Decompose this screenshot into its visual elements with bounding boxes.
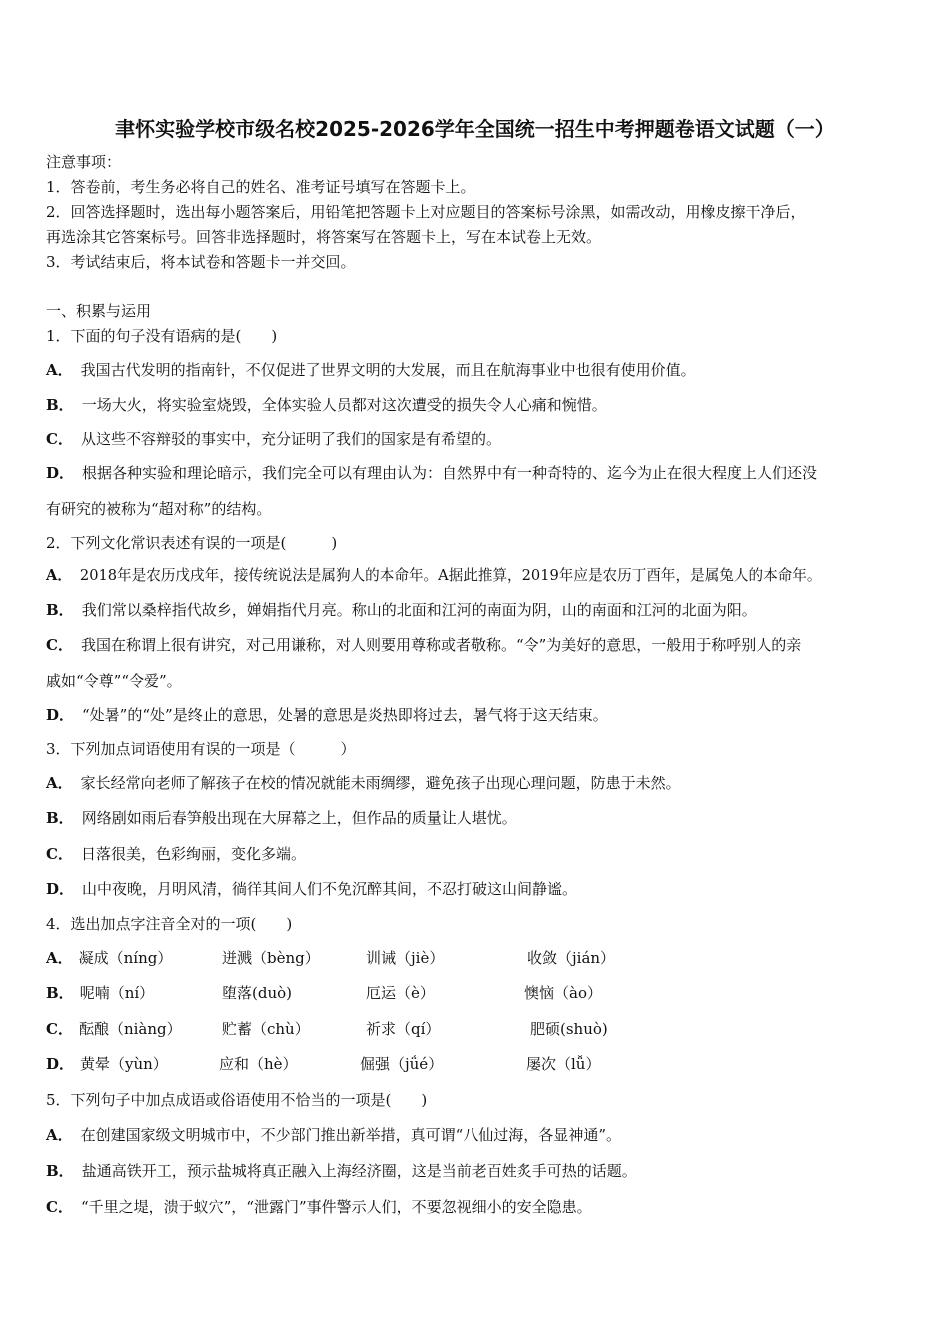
option-1d-continued: 有研究的被称为“超对称”的结构。 [46,500,272,518]
pinyin-item: 懊恼（ào） [524,984,602,1002]
pinyin-row-c [46,1019,182,1039]
option-2d [46,705,608,725]
option-2b [46,600,757,620]
option-label: D． [46,1055,75,1073]
option-text: 我们常以桑梓指代故乡，婵娟指代月亮。称山的北面和江河的南面为阴，山的南面和江河的北面为阳。 [81,601,757,619]
option-text: 家长经常向老师了解孩子在校的情况就能未雨绸缪，避免孩子出现心理问题，防患于未然。 [80,774,681,792]
option-text: 一场大火，将实验室烧毁，全体实验人员都对这次遭受的损失令人心痛和惋惜。 [81,396,607,414]
option-label: A． [46,361,73,379]
pinyin-item: 训诫（jiè） [366,949,445,967]
option-label: D． [46,706,75,724]
option-label: A． [46,774,73,792]
pinyin-item: 凝成（níng） [78,949,173,967]
pinyin-row-d [46,1054,168,1074]
section-heading: 一、积累与运用 [46,302,152,320]
option-1a [46,360,696,380]
option-text: 山中夜晚，月明风清，徜徉其间人们不免沉醉其间，不忍打破这山间静谧。 [82,880,578,898]
question-stem-2: 2．下列文化常识表述有误的一项是( ) [46,534,338,552]
pinyin-row-b [46,983,154,1003]
option-2c-continued: 戚如“令尊”“令爱”。 [46,672,182,690]
pinyin-item: 祈求（qí） [366,1020,441,1038]
question-stem-5: 5．下列句子中加点成语或俗语使用不恰当的一项是( ) [46,1091,428,1109]
option-text: 盐通高铁开工，预示盐城将真正融入上海经济圈，这是当前老百姓炙手可热的话题。 [81,1162,637,1180]
pinyin-item: 贮蓄（chù） [222,1020,310,1038]
pinyin-item: 倔强（jǘé） [360,1055,444,1073]
option-1b [46,395,607,415]
option-label: D． [46,880,75,898]
pinyin-item: 收敛（jián） [527,949,616,967]
option-text: 从这些不容辩驳的事实中，充分证明了我们的国家是有希望的。 [80,430,501,448]
option-1d [46,463,817,483]
question-stem-3: 3．下列加点词语使用有误的一项是（ ） [46,740,356,758]
pinyin-item: 屡次（lǚ） [526,1055,601,1073]
option-label: A． [46,1126,73,1144]
option-3a [46,773,681,793]
option-text: 根据各种实验和理论暗示，我们完全可以有理由认为：自然界中有一种奇特的、迄今为止在很大程度上人们还没 [82,464,818,482]
pinyin-item: 黄晕（yùn） [80,1055,168,1073]
pinyin-item: 迸溅（bèng） [222,949,320,967]
option-label: C． [46,845,73,863]
option-3d [46,879,577,899]
option-label: B． [46,601,74,619]
question-stem-1: 1．下面的句子没有语病的是( ) [46,327,278,345]
option-text: 日落很美，色彩绚丽，变化多端。 [80,845,306,863]
option-text: 我国古代发明的指南针，不仅促进了世界文明的大发展，而且在航海事业中也很有使用价值。 [80,361,696,379]
option-text: 2018年是农历戊戌年，接传统说法是属狗人的本命年。A据此推算，2019年应是农历丁酉年，是属兔人的本命年。 [79,567,822,584]
option-5b [46,1161,637,1181]
pinyin-item: 呢喃（ní） [79,984,155,1002]
option-text: 在创建国家级文明城市中，不少部门推出新举措，真可谓“八仙过海，各显神通”。 [80,1126,621,1144]
option-label: A． [46,949,73,967]
pinyin-item: 堕落(duò) [222,984,292,1002]
notice-item: 1．答卷前，考生务必将自己的姓名、准考证号填写在答题卡上。 [46,178,476,196]
pinyin-row-a [46,948,172,968]
option-text: “处暑”的“处”是终止的意思，处暑的意思是炎热即将过去，暑气将于这天结束。 [82,706,608,724]
option-5a [46,1125,621,1145]
exam-title: 聿怀实验学校市级名校2025-2026学年全国统一招生中考押题卷语文试题（一） [115,117,835,141]
notice-item: 3．考试结束后，将本试卷和答题卡一并交回。 [46,253,356,271]
option-label: C． [46,430,73,448]
option-1c [46,429,501,449]
option-label: B． [46,1162,74,1180]
pinyin-item: 酝酿（niàng） [78,1020,182,1038]
option-label: C． [46,1020,73,1038]
option-text: “千里之堤，溃于蚁穴”，“泄露门”事件警示人们，不要忽视细小的安全隐患。 [80,1198,592,1216]
option-3b [46,808,517,828]
option-text: 网络剧如雨后春笋般出现在大屏幕之上，但作品的质量让人堪忧。 [81,809,517,827]
pinyin-item: 应和（hè） [219,1055,298,1073]
option-label: B． [46,809,74,827]
option-label: C． [46,636,73,654]
option-label: D． [46,464,75,482]
option-text: 我国在称谓上很有讲究，对己用谦称，对人则要用尊称或者敬称。“令”为美好的意思，一般用于称呼别人的亲 [80,636,802,654]
option-label: C． [46,1198,73,1216]
option-5c [46,1197,592,1217]
option-label: A． [46,567,72,584]
option-label: B． [46,396,74,414]
pinyin-item: 厄运（è） [366,984,435,1002]
pinyin-item: 肥硕(shuò) [530,1020,608,1038]
option-3c [46,844,306,864]
option-label: B． [46,984,74,1002]
option-2a [46,566,821,586]
notice-item: 再选涂其它答案标号。回答非选择题时，将答案写在答题卡上，写在本试卷上无效。 [46,228,602,246]
option-2c [46,635,801,655]
notice-heading: 注意事项： [46,153,122,171]
notice-item: 2．回答选择题时，选出每小题答案后，用铅笔把答题卡上对应题目的答案标号涂黑，如需改动，用橡皮擦干净后， [46,203,806,221]
question-stem-4: 4．选出加点字注音全对的一项( ) [46,915,293,933]
